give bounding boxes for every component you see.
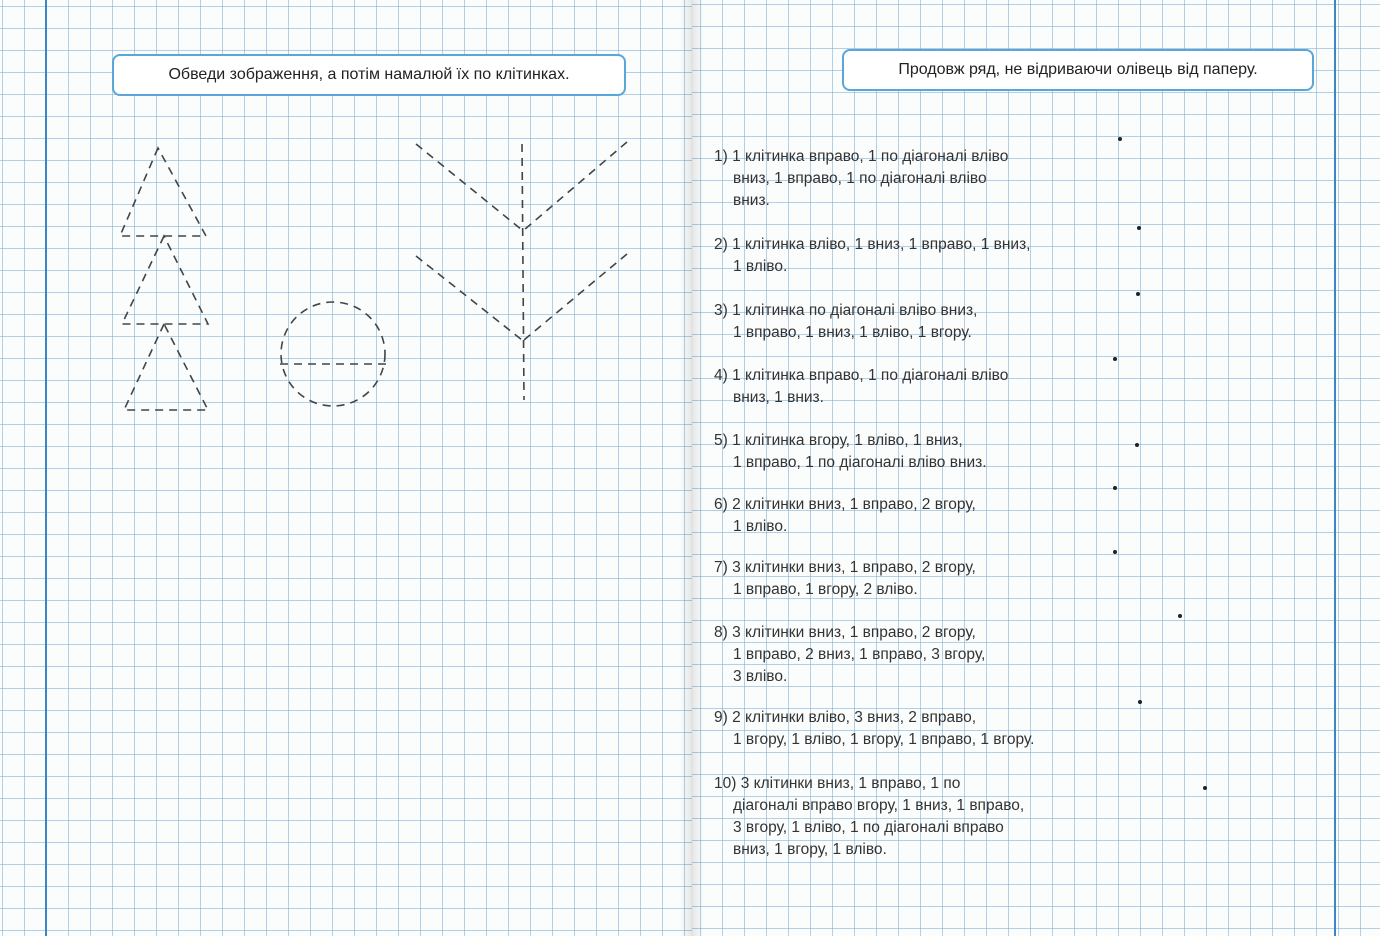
instruction-first-line — [714, 234, 1094, 256]
start-dot-9 — [1138, 700, 1142, 704]
instruction-line: 1 вправо, 1 вниз, 1 вліво, 1 вгору. — [733, 324, 972, 341]
circle-outline — [281, 302, 385, 406]
instruction-number: 9) — [714, 709, 728, 726]
instruction-number: 4) — [714, 367, 728, 384]
instruction-step — [714, 773, 1094, 861]
instruction-line: 3 клітинки вниз, 1 вправо, 2 вгору, — [732, 559, 976, 576]
instruction-line: 1 вправо, 1 по діагоналі вліво вниз. — [733, 454, 987, 471]
instruction-number: 2) — [714, 236, 728, 253]
instruction-first-line — [714, 773, 1094, 795]
instruction-number: 8) — [714, 624, 728, 641]
instruction-step — [714, 234, 1094, 278]
instruction-line: 1 вгору, 1 вліво, 1 вгору, 1 вправо, 1 вгору. — [733, 731, 1035, 748]
instruction-number: 7) — [714, 559, 728, 576]
instruction-line: 1 вправо, 1 вгору, 2 вліво. — [733, 581, 918, 598]
instruction-step — [714, 622, 1094, 688]
instruction-number: 1) — [714, 148, 728, 165]
start-dot-8 — [1178, 614, 1182, 618]
triangle-middle — [122, 236, 208, 324]
instruction-line: 1 клітинка вправо, 1 по діагоналі вліво — [732, 367, 1009, 384]
instruction-first-line — [714, 707, 1094, 729]
instruction-line: вниз. — [733, 192, 770, 209]
instruction-step — [714, 365, 1094, 409]
branch-right-top — [524, 142, 627, 230]
branch-left-bottom — [416, 256, 522, 340]
start-dot-2 — [1137, 226, 1141, 230]
instruction-first-line — [714, 365, 1094, 387]
instruction-line: 3 клітинки вниз, 1 вправо, 2 вгору, — [732, 624, 976, 641]
instruction-line: вниз, 1 вниз. — [733, 389, 824, 406]
instruction-step — [714, 494, 1094, 538]
branch-right-bottom — [524, 254, 627, 340]
instruction-line: вниз, 1 вгору, 1 вліво. — [733, 841, 887, 858]
start-dot-7 — [1113, 550, 1117, 554]
instruction-number: 6) — [714, 496, 728, 513]
instruction-number: 10) — [714, 775, 737, 792]
left-task-title: Обведи зображення, а потім намалюй їх по клітинках. — [112, 54, 626, 96]
start-dot-10 — [1203, 786, 1207, 790]
instruction-first-line — [714, 622, 1094, 644]
triangle-stack-figure — [120, 148, 208, 410]
start-dot-3 — [1136, 292, 1140, 296]
left-margin-line — [45, 0, 47, 936]
instruction-line: діагоналі вправо вгору, 1 вниз, 1 вправо, — [733, 797, 1025, 814]
book-spine — [680, 0, 704, 936]
branch-figure — [416, 142, 627, 400]
instruction-number: 3) — [714, 302, 728, 319]
instruction-step — [714, 430, 1094, 474]
start-dot-1 — [1118, 137, 1122, 141]
instruction-line: 1 клітинка вліво, 1 вниз, 1 вправо, 1 вниз, — [732, 236, 1031, 253]
instruction-step — [714, 146, 1094, 212]
instruction-step — [714, 707, 1094, 751]
instruction-first-line — [714, 557, 1094, 579]
right-task-title: Продовж ряд, не відриваючи олівець від паперу. — [842, 49, 1314, 91]
start-dot-6 — [1113, 486, 1117, 490]
tracing-drawing — [100, 130, 640, 430]
triangle-bottom — [124, 324, 208, 410]
instruction-line: 2 клітинки вниз, 1 вправо, 2 вгору, — [732, 496, 976, 513]
instruction-step — [714, 557, 1094, 601]
branch-stem — [522, 144, 524, 400]
branch-left-top — [416, 144, 522, 230]
instruction-line: вниз, 1 вправо, 1 по діагоналі вліво — [733, 170, 987, 187]
instruction-first-line — [714, 146, 1094, 168]
instruction-line: 1 клітинка вгору, 1 вліво, 1 вниз, — [732, 432, 963, 449]
instruction-line: 1 вправо, 2 вниз, 1 вправо, 3 вгору, — [733, 646, 986, 663]
right-margin-line — [1334, 0, 1336, 936]
start-dot-5 — [1135, 443, 1139, 447]
circle-figure — [280, 302, 388, 406]
instruction-line: 3 вліво. — [733, 668, 788, 685]
instruction-line: 1 клітинка вправо, 1 по діагоналі вліво — [732, 148, 1009, 165]
instruction-first-line — [714, 430, 1094, 452]
instruction-line: 3 вгору, 1 вліво, 1 по діагоналі вправо — [733, 819, 1004, 836]
instruction-line: 1 клітинка по діагоналі вліво вниз, — [732, 302, 978, 319]
instruction-number: 5) — [714, 432, 728, 449]
triangle-top — [120, 148, 206, 236]
instruction-line: 1 вліво. — [733, 258, 788, 275]
instruction-line: 2 клітинки вліво, 3 вниз, 2 вправо, — [732, 709, 977, 726]
instruction-line: 1 вліво. — [733, 518, 788, 535]
instruction-first-line — [714, 300, 1094, 322]
instruction-first-line — [714, 494, 1094, 516]
start-dot-4 — [1113, 357, 1117, 361]
instruction-line: 3 клітинки вниз, 1 вправо, 1 по — [740, 775, 961, 792]
instruction-step — [714, 300, 1094, 344]
